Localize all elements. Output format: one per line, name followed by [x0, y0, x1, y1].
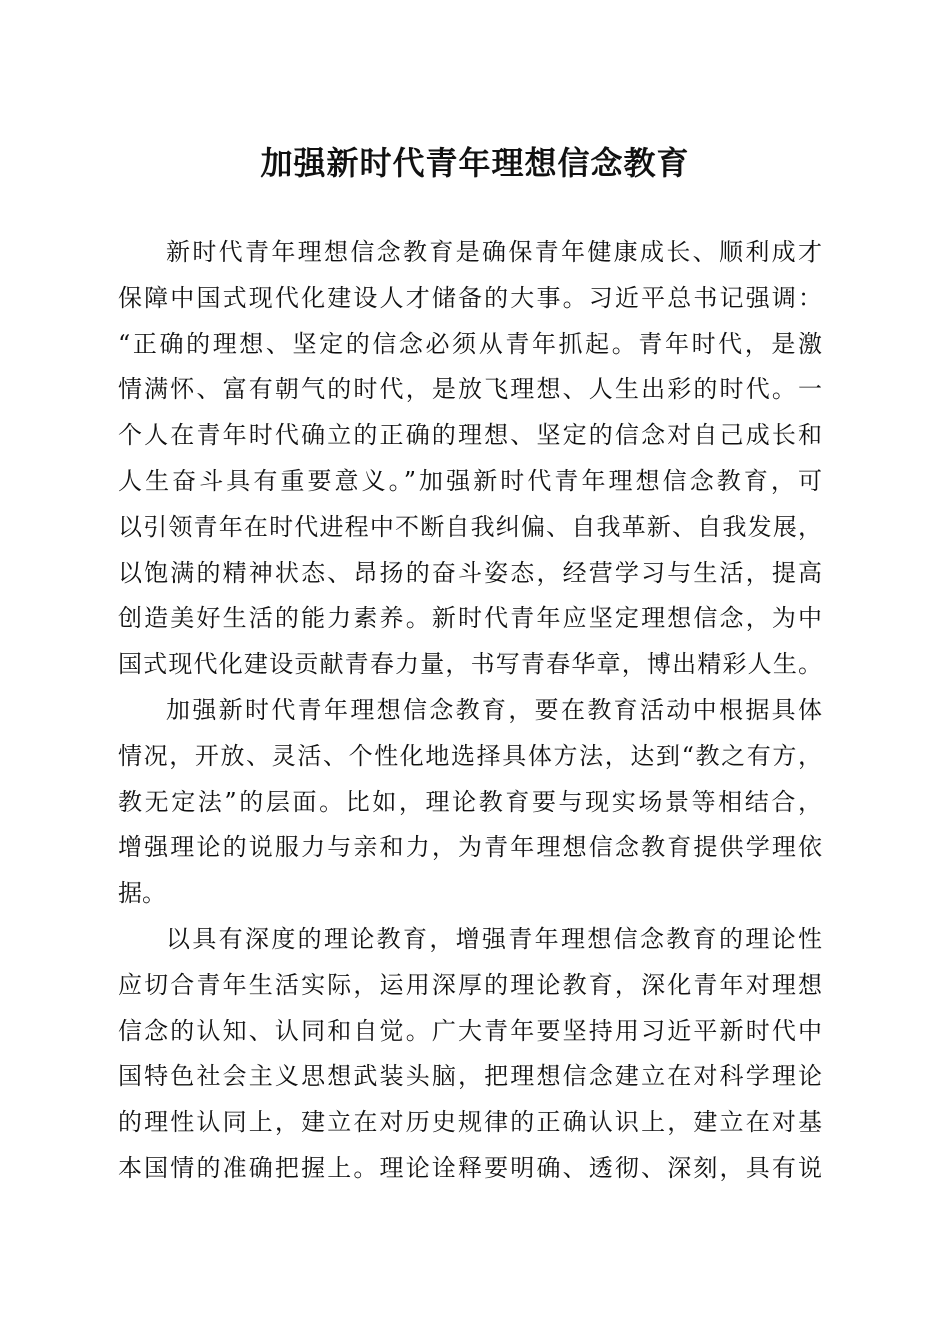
paragraph-line: 以具有深度的理论教育，增强青年理想信念教育的理论性	[166, 924, 822, 953]
document-title: 加强新时代青年理想信念教育	[260, 144, 690, 182]
paragraph-line: 保障中国式现代化建设人才储备的大事。习近平总书记强调：	[118, 283, 822, 312]
paragraph-line: 以引领青年在时代进程中不断自我纠偏、自我革新、自我发展，	[118, 512, 822, 541]
paragraph	[118, 232, 822, 690]
paragraph-line: 增强理论的说服力与亲和力，为青年理想信念教育提供学理依	[118, 833, 822, 862]
paragraph-line: 新时代青年理想信念教育是确保青年健康成长、顺利成才	[166, 238, 822, 266]
paragraph-line: 国式现代化建设贡献青春力量，书写青春华章，博出精彩人生。	[118, 650, 822, 679]
paragraph	[118, 919, 822, 1194]
paragraph-line: “正确的理想、坚定的信念必须从青年抓起。青年时代，是激	[118, 329, 822, 358]
document-body	[118, 232, 822, 1194]
paragraph-line: 加强新时代青年理想信念教育，要在教育活动中根据具体	[166, 695, 822, 724]
paragraph-line: 情况，开放、灵活、个性化地选择具体方法，达到“教之有方，	[118, 741, 822, 770]
paragraph-line: 教无定法”的层面。比如，理论教育要与现实场景等相结合，	[118, 787, 822, 816]
paragraph-line: 个人在青年时代确立的正确的理想、坚定的信念对自己成长和	[118, 421, 822, 450]
paragraph-line: 以饱满的精神状态、昂扬的奋斗姿态，经营学习与生活，提高	[118, 558, 822, 587]
paragraph-line: 据。	[118, 879, 166, 908]
paragraph-line: 创造美好生活的能力素养。新时代青年应坚定理想信念，为中	[118, 604, 822, 633]
paragraph-line: 的理性认同上，建立在对历史规律的正确认识上，建立在对基	[118, 1108, 822, 1137]
paragraph-line: 信念的认知、认同和自觉。广大青年要坚持用习近平新时代中	[118, 1016, 822, 1045]
paragraph-line: 国特色社会主义思想武装头脑，把理想信念建立在对科学理论	[118, 1062, 822, 1091]
paragraph-line: 情满怀、富有朝气的时代，是放飞理想、人生出彩的时代。一	[118, 375, 822, 404]
paragraph-line: 应切合青年生活实际，运用深厚的理论教育，深化青年对理想	[118, 970, 822, 999]
paragraph-line: 本国情的准确把握上。理论诠释要明确、透彻、深刻，具有说	[118, 1153, 822, 1182]
paragraph-line: 人生奋斗具有重要意义。”加强新时代青年理想信念教育，可	[118, 466, 822, 495]
paragraph	[118, 690, 822, 919]
